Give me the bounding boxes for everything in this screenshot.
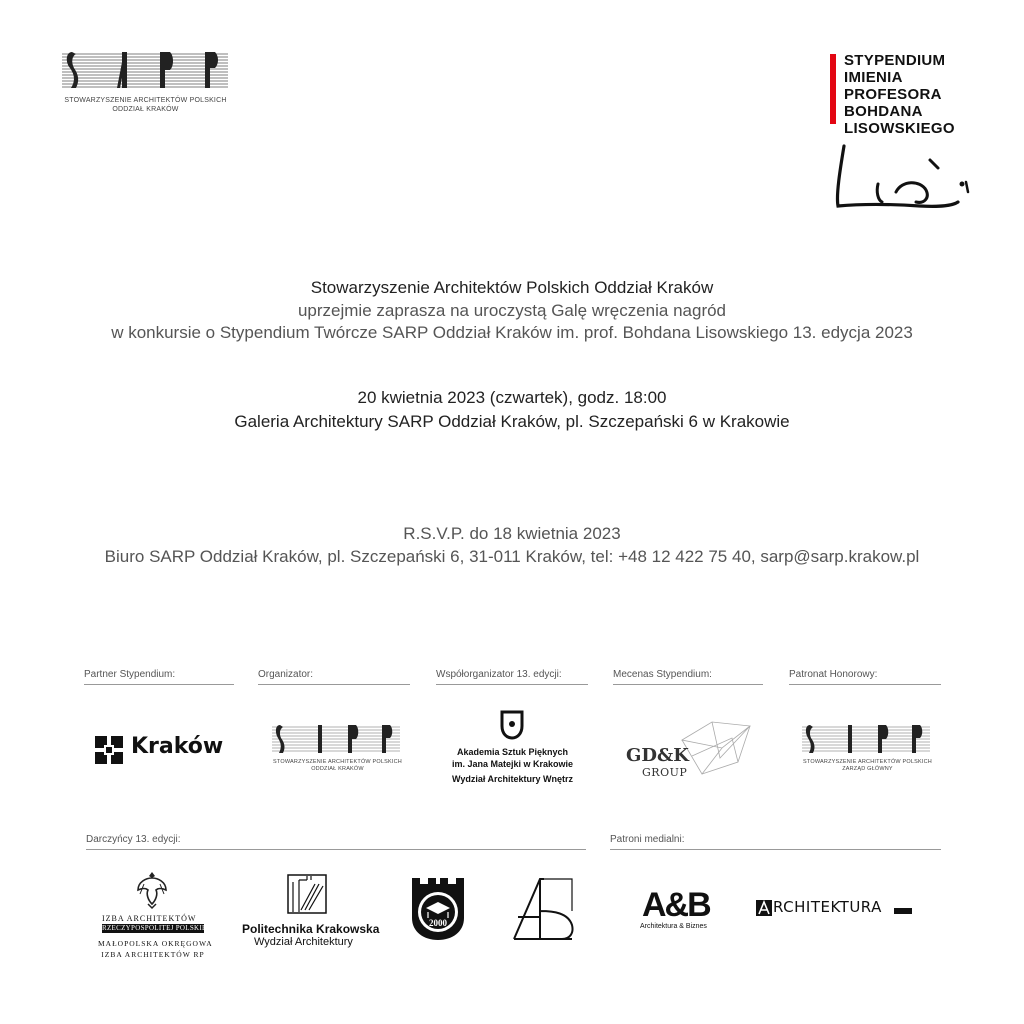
iarp-line1: IZBA ARCHITEKTÓW [102,914,197,923]
invitation-line: uprzejmie zaprasza na uroczystą Galę wręczenia nagród [297,301,727,320]
architektura-logo [756,898,916,922]
iarp-box: RZECZYPOSPOLITEJ POLSKIEJ [102,924,210,932]
asp-line1: Akademia Sztuk Pięknych [456,747,569,757]
sarp-caption-line2: ODDZIAŁ KRAKÓW [112,106,179,113]
academy-badge-logo [410,876,466,942]
office-contact: Biuro SARP Oddział Kraków, pl. Szczepański 6, 31-011 Kraków, tel: +48 12 422 75 40, sarp@sarp.krakow.pl [104,547,920,566]
stypendium-line3: PROFESORA [844,86,942,103]
pk-dept: Wydział Architektury [254,936,353,948]
divider-honorary [789,684,941,685]
iarp-logo [98,870,213,960]
label-organizer: Organizator: [258,669,314,680]
asp-line2: im. Jana Matejki w Krakowie [451,759,574,769]
stypendium-text [844,52,955,137]
ab-sub: Architektura & Biznes [640,923,707,930]
sarp-krakow-logo [270,724,405,780]
asp-logo [440,710,585,790]
stypendium-logo [830,52,980,222]
academy-year: 2000 [429,918,447,928]
label-coorganizer: Współorganizator 13. edycji: [436,669,562,680]
label-donors: Darczyńcy 13. edycji: [86,834,181,845]
label-media: Patroni medialni: [610,834,685,845]
lisowski-signature [830,140,970,220]
eagle-icon [136,870,168,910]
sarp-krakow-caption2: ODDZIAŁ KRAKÓW [311,766,364,772]
architektura-badge [894,908,912,914]
stypendium-accent-bar [830,54,836,124]
pk-logo [242,874,380,954]
architektura-name: RCHITEKTURA [773,898,882,916]
gdk-group: GROUP [642,766,688,779]
pk-emblem-icon [287,874,327,916]
stypendium-line5: LISOWSKIEGO [844,120,955,137]
asp-line3: Wydział Architektury Wnętrz [451,774,574,784]
contest-line: w konkursie o Stypendium Twórcze SARP Oddział Kraków im. prof. Bohdana Lisowskiego 13. edycja 2023 [111,323,913,342]
divider-donors [86,849,586,850]
ab-logo [638,886,718,936]
krakow-icon [95,736,123,764]
iarp-sub2: IZBA ARCHITEKTÓW RP [101,950,205,959]
sarp-logo-mark [62,50,228,92]
pk-name: Politechnika Krakowska [242,922,380,936]
divider-patron [613,684,763,685]
divider-organizer [258,684,410,685]
academy-shield-icon [410,876,466,942]
sarp-krakow-caption1: STOWARZYSZENIE ARCHITEKTÓW POLSKICH [273,759,402,765]
ab-monogram-logo [510,877,576,941]
event-venue: Galeria Architektury SARP Oddział Kraków, pl. Szczepański 6 w Krakowie [234,412,790,431]
sarp-main-caption2: ZARZĄD GŁÓWNY [842,766,893,772]
stypendium-line1: STYPENDIUM [844,52,946,69]
architektura-a-icon [756,900,772,916]
krakow-name: Kraków [131,734,224,759]
label-patron: Mecenas Stypendium: [613,669,712,680]
ab-main: A&B [642,886,710,924]
event-date: 20 kwietnia 2023 (czwartek), godz. 18:00 [357,388,667,407]
asp-shield-icon [500,710,524,740]
gdk-name: GD&K [626,745,689,766]
sarp-caption-line1: STOWARZYSZENIE ARCHITEKTÓW POLSKICH [64,97,227,104]
label-partner: Partner Stypendium: [84,669,176,680]
iarp-sub1: MAŁOPOLSKA OKRĘGOWA [98,939,213,948]
krakow-logo [95,734,235,766]
gdk-logo [622,718,757,784]
divider-partner [84,684,234,685]
sarp-main-logo [800,724,935,780]
label-honorary: Patronat Honorowy: [789,669,878,680]
divider-media [610,849,941,850]
sarp-krakow-mark [272,724,400,756]
divider-coorganizer [436,684,588,685]
sarp-logo-header [58,50,228,120]
invitation-organization: Stowarzyszenie Architektów Polskich Oddział Kraków [310,278,714,297]
sarp-main-mark [802,724,930,756]
sarp-main-caption1: STOWARZYSZENIE ARCHITEKTÓW POLSKICH [803,759,932,765]
stypendium-line2: IMIENIA [844,69,903,86]
rsvp-line: R.S.V.P. do 18 kwietnia 2023 [403,524,621,543]
stypendium-line4: BOHDANA [844,103,923,120]
